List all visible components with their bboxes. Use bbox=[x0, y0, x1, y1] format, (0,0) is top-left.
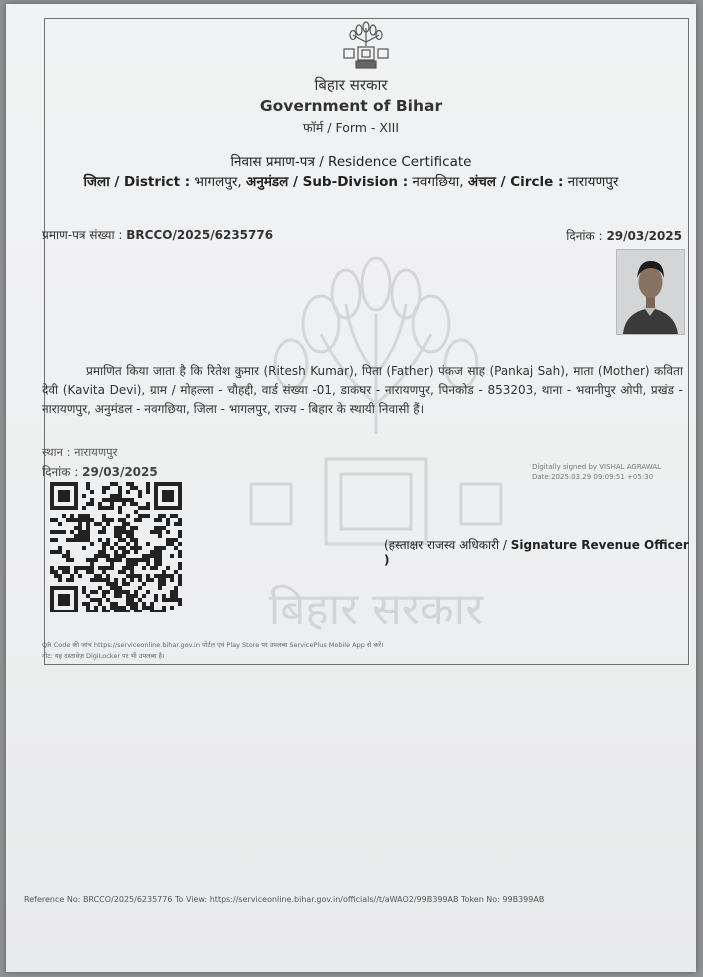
issue-date bbox=[42, 463, 158, 480]
circle-label: अंचल / Circle : bbox=[467, 174, 564, 190]
certificate-number-label: प्रमाण-पत्र संख्या : bbox=[42, 228, 123, 242]
issue-date-label: दिनांक : bbox=[42, 465, 79, 479]
certificate-number-value: BRCCO/2025/6235776 bbox=[126, 228, 274, 242]
signature-hindi: (हस्ताक्षर राजस्व अधिकारी / bbox=[384, 538, 507, 552]
bihar-emblem-icon bbox=[336, 20, 396, 72]
form-number: फॉर्म / Form - XIII bbox=[302, 120, 400, 135]
jurisdiction-line bbox=[6, 172, 696, 190]
digilocker-note: नोट: यह दस्तावेज़ DigiLocker पर भी उपलब्ध है। bbox=[42, 652, 165, 660]
circle-value: नारायणपुर bbox=[567, 174, 619, 190]
digital-signature-date: Date:2025.03.29 09:09:51 +05:30 bbox=[532, 473, 654, 481]
certificate-date bbox=[566, 227, 682, 244]
svg-text:बिहार सरकार: बिहार सरकार bbox=[268, 584, 484, 635]
qr-verification-note: QR Code की जांच https://serviceonline.bihar.gov.in पोर्टल एवं Play Store पर उपलब्ध ServicePlus Mobile App से करें। bbox=[42, 641, 384, 649]
certificate-date-value: 29/03/2025 bbox=[606, 229, 682, 243]
applicant-photo bbox=[616, 249, 685, 335]
certificate-page bbox=[6, 4, 696, 972]
watermark-emblem bbox=[231, 254, 521, 644]
certificate-number bbox=[42, 226, 273, 243]
government-title: Government of Bihar bbox=[259, 97, 443, 115]
subdivision-value: नवगछिया, bbox=[412, 174, 464, 190]
state-name-hindi: बिहार सरकार bbox=[314, 76, 388, 94]
digital-signature-signer: Digitally signed by VISHAL AGRAWAL bbox=[532, 463, 662, 471]
subdivision-label: अनुमंडल / Sub-Division : bbox=[246, 174, 409, 190]
certificate-body-text: प्रमाणित किया जाता है कि रितेश कुमार (Ritesh Kumar), पिता (Father) पंकज साह (Pankaj Sah), माता (Mother) कविता देवी (Kavita Devi), ग्राम / मोहल्ला - चौहद्दी, वार्ड संख्या -01, डाकघर - नारायणपुर, पिनकोड - 853203, थाना - भवानीपुर ओपी, प्रखंड - नारायणपुर, अनुमंडल - नवगछिया, जिला - भागलपुर, राज्य - बिहार के स्थायी निवासी हैं। bbox=[42, 364, 683, 416]
digital-signature-stamp bbox=[532, 462, 661, 482]
footer-reference: Reference No: BRCCO/2025/6235776 To View: https://serviceonline.bihar.gov.in/officials//t/aWAO2/99B399AB Token No: 99B399AB bbox=[24, 895, 545, 904]
verification-note bbox=[42, 640, 384, 662]
certificate-title: निवास प्रमाण-पत्र / Residence Certificate bbox=[230, 154, 472, 170]
issue-date-value: 29/03/2025 bbox=[82, 465, 158, 479]
issue-place: स्थान : नारायणपुर bbox=[42, 445, 118, 459]
signature-english: Signature Revenue Officer ) bbox=[384, 538, 689, 567]
district-value: भागलपुर, bbox=[194, 174, 242, 190]
certificate-date-label: दिनांक : bbox=[566, 229, 603, 243]
signature-revenue-officer bbox=[384, 536, 696, 567]
qr-code-icon[interactable] bbox=[50, 482, 182, 612]
district-label: जिला / District : bbox=[83, 174, 191, 190]
person-photo-icon bbox=[617, 250, 684, 334]
